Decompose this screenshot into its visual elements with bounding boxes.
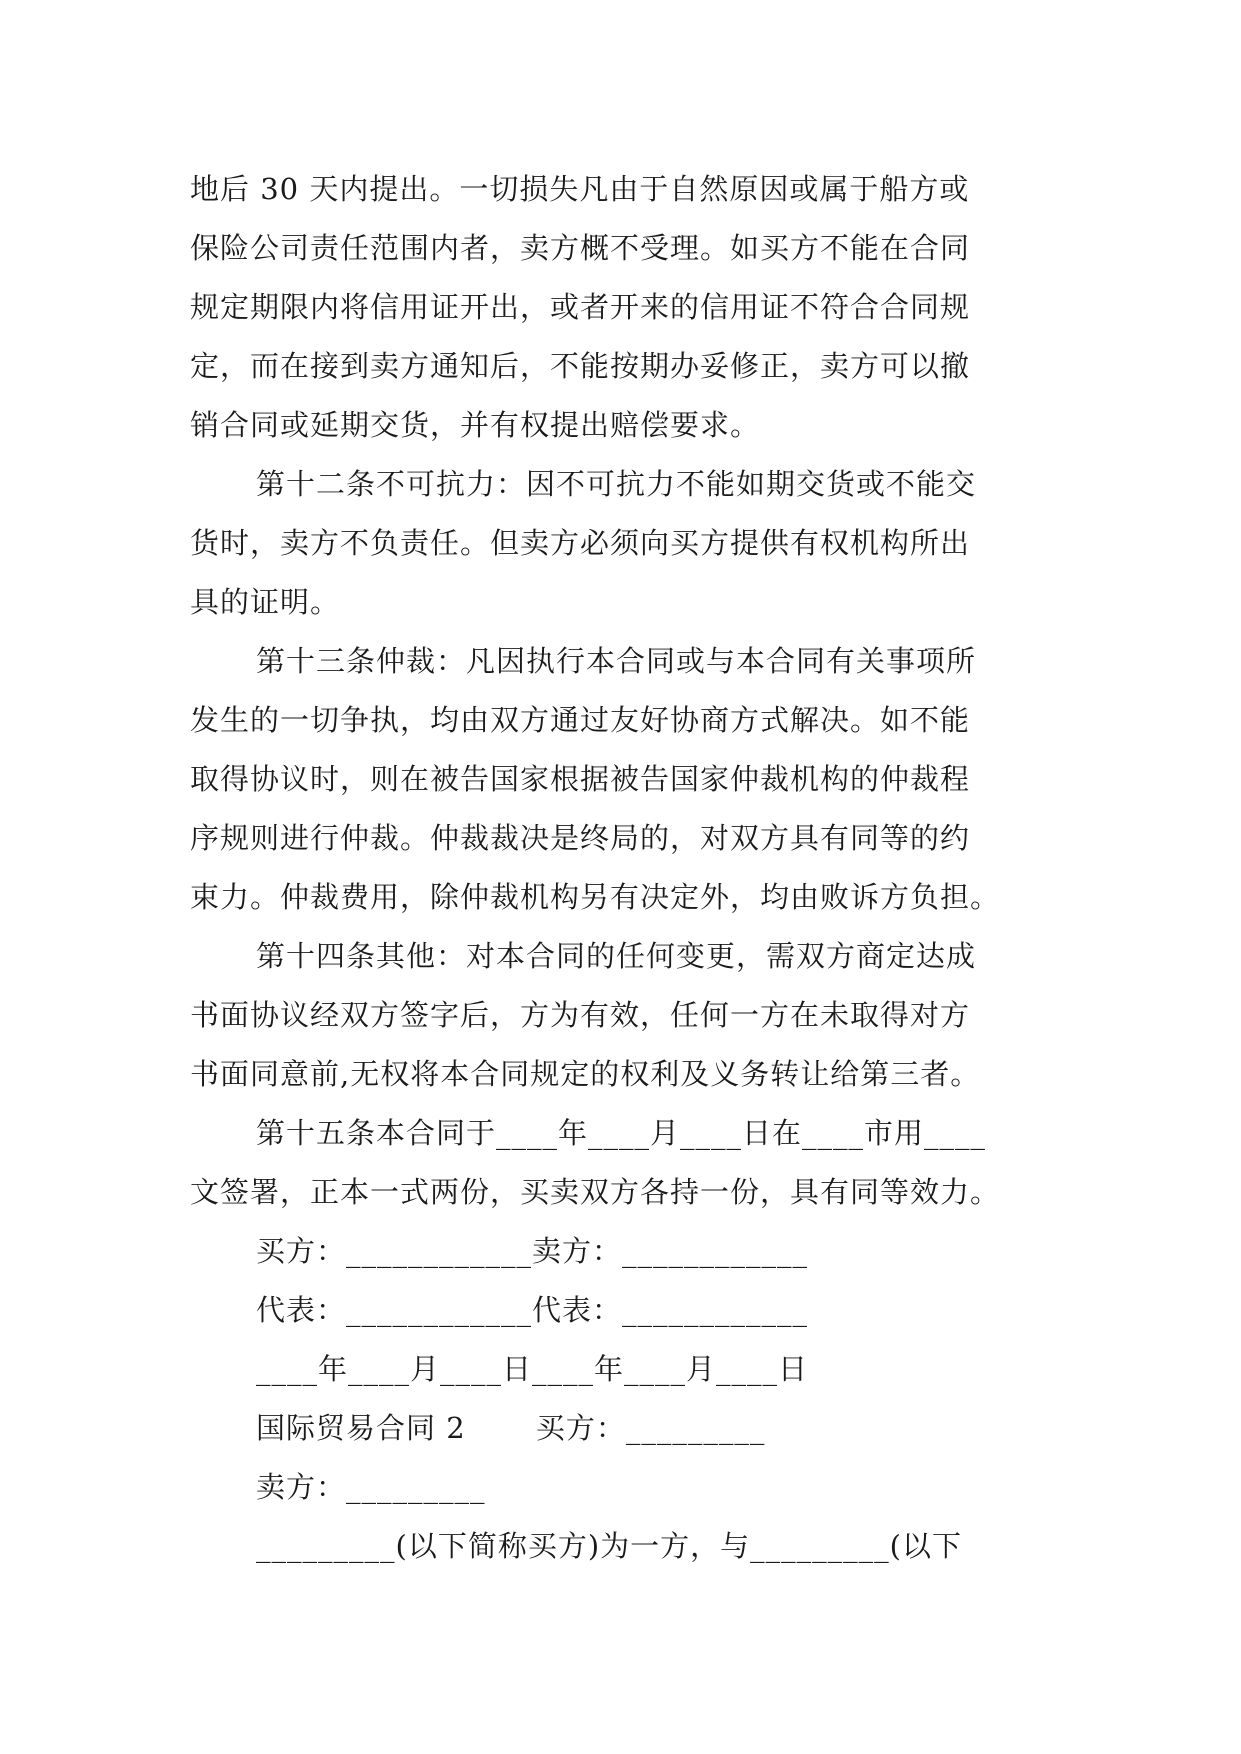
text-line: 卖方：_________ <box>256 1470 486 1504</box>
text-line: 定，而在接到卖方通知后，不能按期办妥修正，卖方可以撤 <box>190 349 971 383</box>
text-line: ____年____月____日____年____月____日 <box>256 1352 809 1386</box>
text-line: 国际贸易合同 2 买方：_________ <box>256 1411 766 1445</box>
text-line: 取得协议时，则在被告国家根据被告国家仲裁机构的仲裁程 <box>190 762 971 796</box>
text-line: 第十二条不可抗力：因不可抗力不能如期交货或不能交 <box>256 467 977 501</box>
text-line: 第十三条仲裁：凡因执行本合同或与本合同有关事项所 <box>256 644 977 678</box>
text-line: 序规则进行仲裁。仲裁裁决是终局的，对双方具有同等的约 <box>190 821 971 855</box>
document-body <box>190 160 1050 1576</box>
text-line: 规定期限内将信用证开出，或者开来的信用证不符合合同规 <box>190 290 971 324</box>
text-line: 第十五条本合同于____年____月____日在____市用____ <box>256 1116 987 1150</box>
text-line: 地后 30 天内提出。一切损失凡由于自然原因或属于船方或 <box>190 172 970 206</box>
text-line: 第十四条其他：对本合同的任何变更，需双方商定达成 <box>256 939 977 973</box>
text-line: 发生的一切争执，均由双方通过友好协商方式解决。如不能 <box>190 703 971 737</box>
text-line: 书面协议经双方签字后，方为有效，任何一方在未取得对方 <box>190 998 971 1032</box>
text-line: 买方：____________卖方：____________ <box>256 1234 809 1268</box>
text-line: 销合同或延期交货，并有权提出赔偿要求。 <box>190 408 761 442</box>
text-line: 代表：____________代表：____________ <box>256 1293 809 1327</box>
text-line: _________(以下简称买方)为一方，与_________(以下 <box>256 1529 962 1563</box>
text-line: 保险公司责任范围内者，卖方概不受理。如买方不能在合同 <box>190 231 971 265</box>
text-line: 束力。仲裁费用，除仲裁机构另有决定外，均由败诉方负担。 <box>190 880 1001 914</box>
text-line: 书面同意前,无权将本合同规定的权利及义务转让给第三者。 <box>190 1057 981 1091</box>
text-line: 文签署，正本一式两份，买卖双方各持一份，具有同等效力。 <box>190 1175 1001 1209</box>
text-line: 货时，卖方不负责任。但卖方必须向买方提供有权机构所出 <box>190 526 971 560</box>
text-line: 具的证明。 <box>190 585 341 619</box>
